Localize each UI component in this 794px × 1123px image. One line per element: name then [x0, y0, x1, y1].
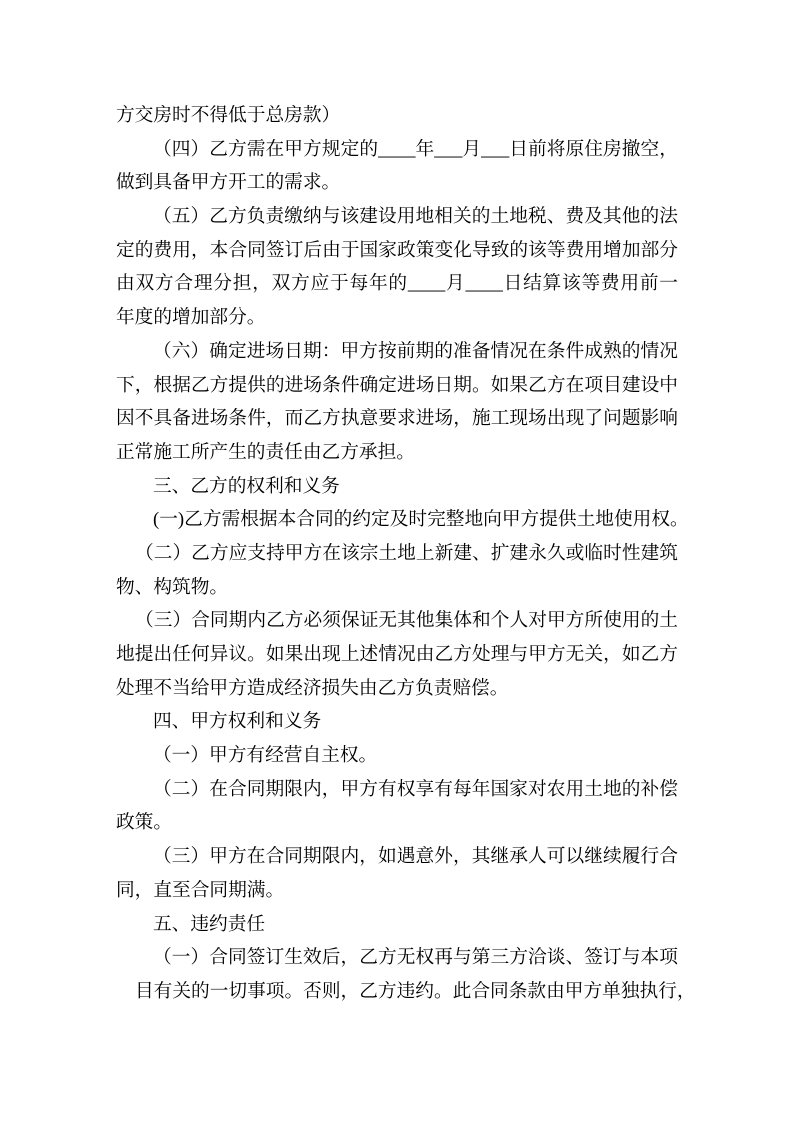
text-line: (一)乙方需根据本合同的约定及时完整地向甲方提供土地使用权。 — [153, 509, 689, 531]
text-line: 四、甲方权利和义务 — [153, 711, 322, 733]
text-line: 方交房时不得低于总房款） — [116, 105, 341, 126]
text-line: （五）乙方负责缴纳与该建设用地相关的土地税、费及其他的法 — [153, 206, 678, 228]
text-line: 处理不当给甲方造成经济损失由乙方负责赔偿。 — [116, 677, 509, 699]
text-line: 五、违约责任 — [153, 913, 266, 935]
text-line: （一）甲方有经营自主权。 — [153, 745, 378, 767]
text-line: 目有关的一切事项。否则，乙方违约。此合同条款由甲方单独执行， — [135, 980, 696, 1002]
text-line: （二）乙方应支持甲方在该宗土地上新建、扩建永久或临时性建筑 — [135, 542, 678, 564]
text-line: 地提出任何异议。如果出现上述情况由乙方处理与甲方无关，如乙方 — [116, 644, 678, 665]
text-line: 下，根据乙方提供的进场条件确定进场日期。如果乙方在项目建设中 — [116, 374, 678, 396]
text-line: 政策。 — [116, 812, 173, 834]
text-line: （三）甲方在合同期限内，如遇意外，其继承人可以继续履行合 — [153, 846, 678, 868]
document-content — [116, 99, 696, 1009]
text-line: 三、乙方的权利和义务 — [153, 475, 340, 497]
text-line: 物、构筑物。 — [116, 576, 229, 598]
text-line: （四）乙方需在甲方规定的____年___月___日前将原住房撤空， — [153, 138, 678, 160]
text-line: 同，直至合同期满。 — [116, 879, 285, 901]
text-line: 年度的增加部分。 — [116, 307, 266, 329]
text-line: （一）合同签订生效后，乙方无权再与第三方洽谈、签订与本项 — [153, 947, 678, 969]
text-line: 因不具备进场条件，而乙方执意要求进场，施工现场出现了问题影响 — [116, 408, 678, 430]
text-line: 定的费用，本合同签订后由于国家政策变化导致的该等费用增加部分 — [116, 239, 678, 261]
text-line: （三）合同期内乙方必须保证无其他集体和个人对甲方所使用的土 — [135, 610, 678, 632]
text-line: （六）确定进场日期：甲方按前期的准备情况在条件成熟的情况 — [153, 340, 678, 362]
text-line: （二）在合同期限内，甲方有权享有每年国家对农用土地的补偿 — [153, 778, 678, 800]
text-line: 正常施工所产生的责任由乙方承担。 — [116, 441, 415, 463]
text-line: 由双方合理分担，双方应于每年的____月____日结算该等费用前一 — [116, 273, 678, 295]
text-line: 做到具备甲方开工的需求。 — [116, 172, 341, 194]
